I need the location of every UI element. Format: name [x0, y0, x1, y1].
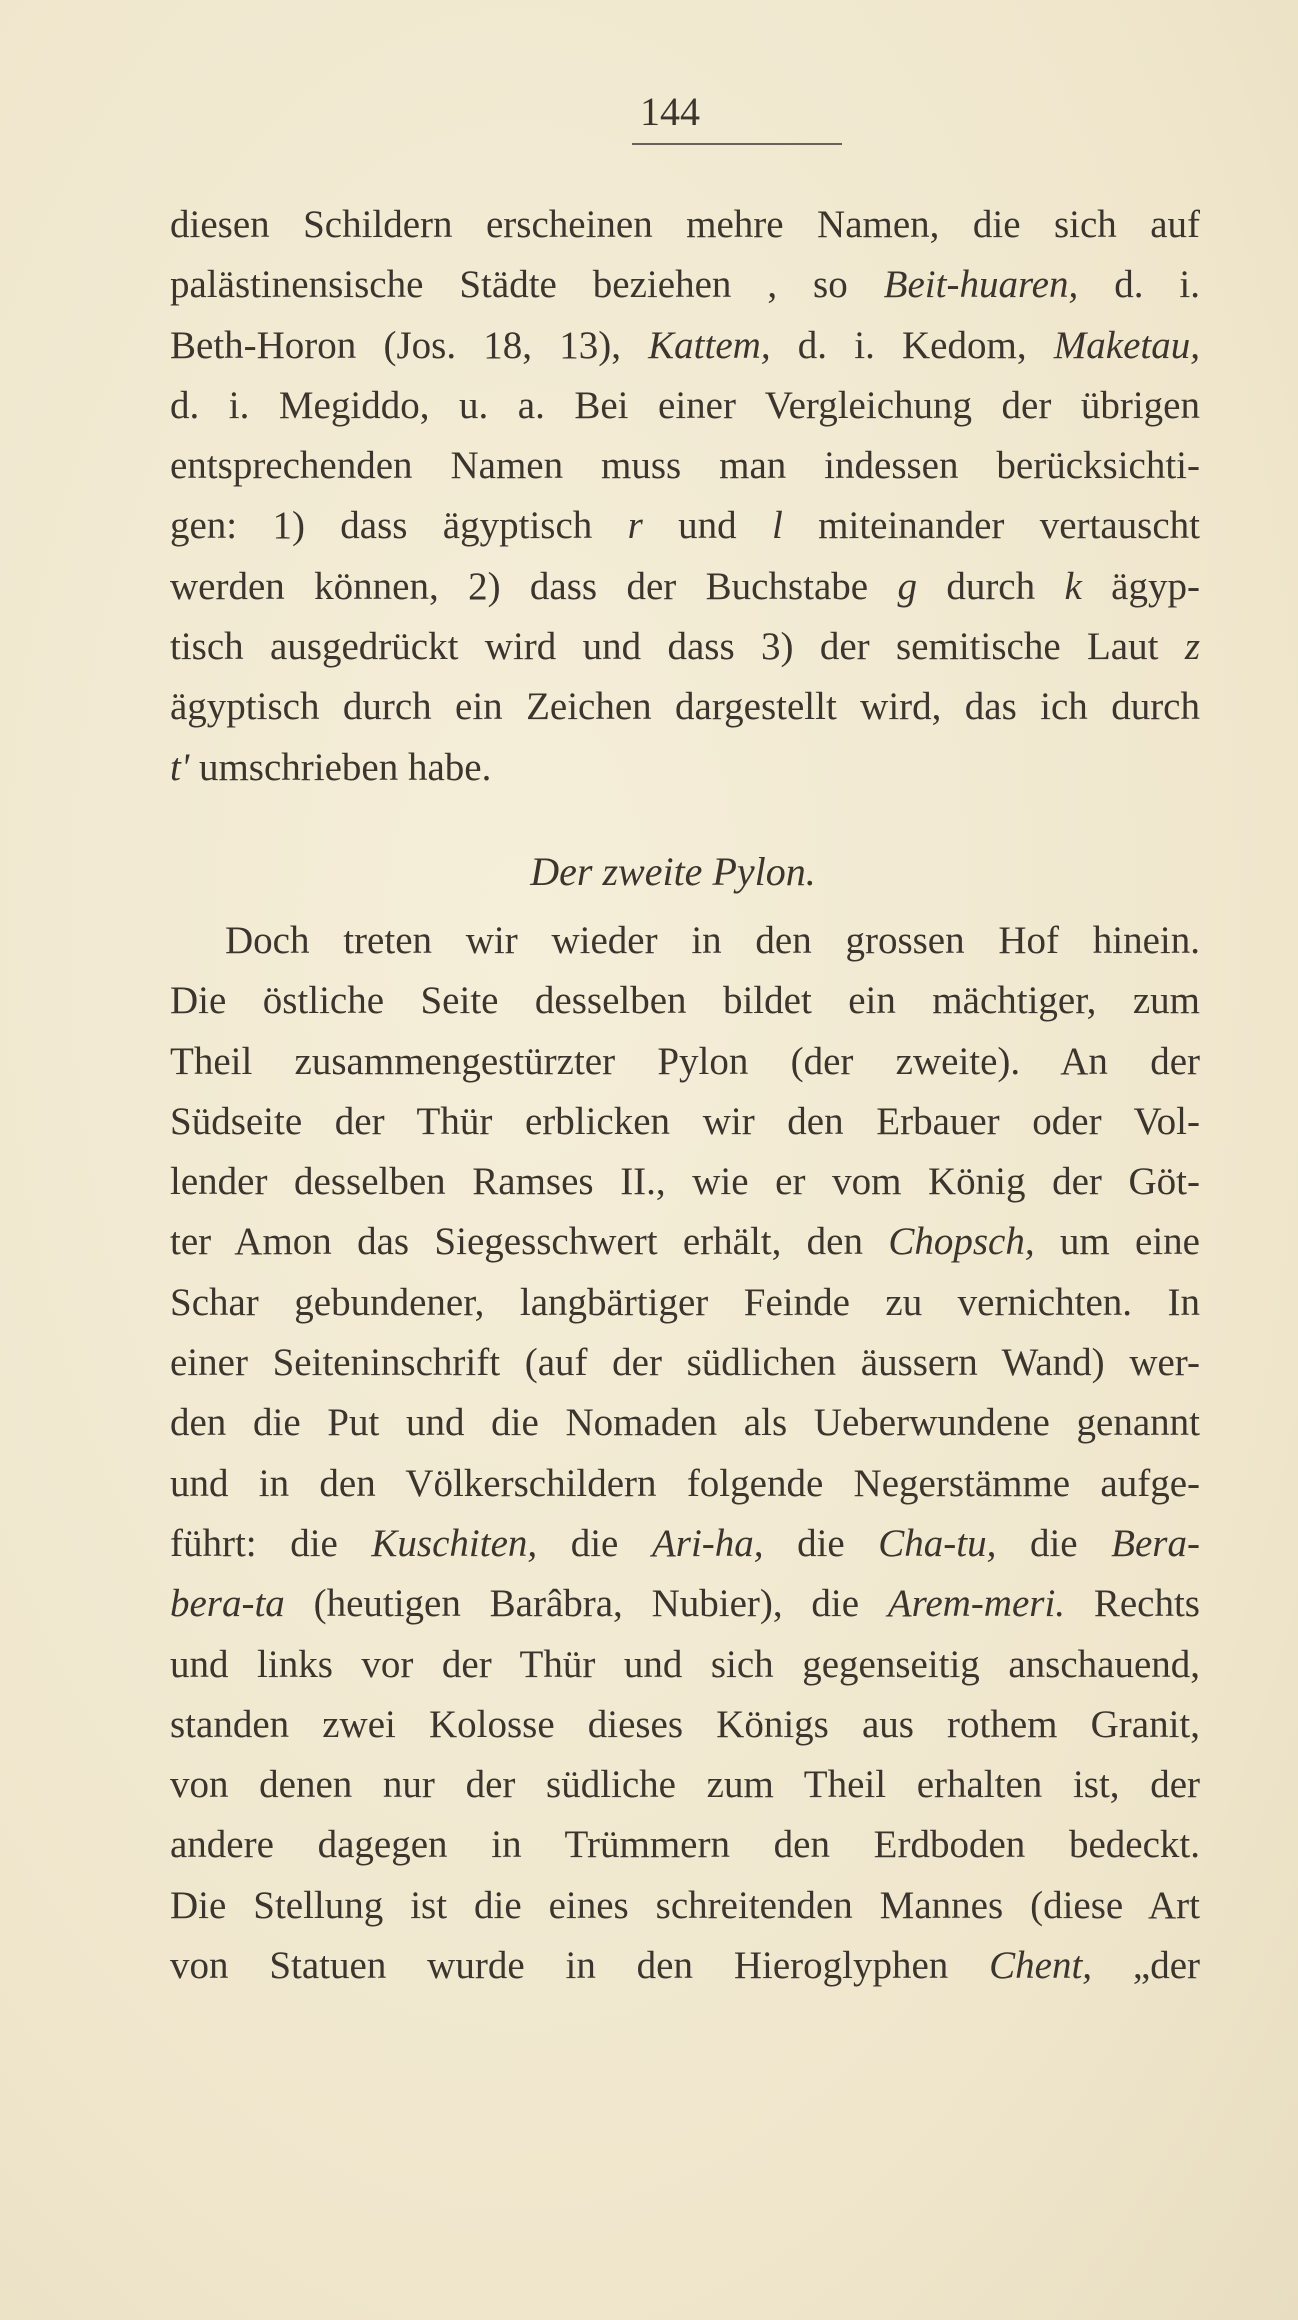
text-segment: andere dagegen in Trümmern den Erdboden bedeckt.: [170, 1823, 1200, 1867]
text-line: [170, 738, 1200, 798]
text-line: [170, 436, 1200, 496]
text-line: [170, 677, 1200, 737]
text-line: [170, 1273, 1200, 1333]
italic-term: Chent,: [989, 1944, 1093, 1988]
text-line: [170, 1333, 1200, 1393]
italic-term: t': [170, 745, 190, 789]
text-segment: miteinander vertauscht: [782, 504, 1201, 548]
text-segment: führt: die: [170, 1521, 372, 1565]
text-segment: ägyptisch durch ein Zeichen dargestellt wird, das ich durch: [170, 685, 1200, 729]
text-line: [170, 1032, 1200, 1092]
text-line: [170, 1212, 1200, 1272]
text-line: [170, 1695, 1200, 1755]
italic-term: Chopsch,: [888, 1220, 1035, 1264]
text-segment: (heutigen Barâbra, Nubier), die: [284, 1582, 888, 1626]
italic-term: Kattem,: [648, 323, 771, 367]
text-segment: die: [763, 1521, 879, 1565]
italic-term: Arem-meri.: [887, 1582, 1066, 1626]
text-segment: von Statuen wurde in den Hieroglyphen: [170, 1944, 990, 1988]
text-line: [170, 1393, 1200, 1453]
text-segment: d. i.: [1078, 263, 1200, 307]
italic-term: Kuschiten,: [371, 1521, 538, 1565]
text-segment: palästinensische Städte beziehen , so: [170, 263, 884, 307]
text-segment: ter Amon das Siegesschwert erhält, den: [170, 1220, 889, 1264]
text-segment: entsprechenden Namen muss man indessen berücksichti-: [170, 444, 1200, 488]
text-segment: tisch ausgedrückt wird und dass 3) der semitische Laut: [170, 625, 1185, 669]
text-segment: Die östliche Seite desselben bildet ein mächtiger, zum: [170, 979, 1200, 1023]
text-segment: umschrieben habe.: [189, 745, 492, 789]
text-line: [170, 255, 1200, 315]
text-line: [170, 496, 1200, 556]
page-number: 144: [640, 89, 700, 134]
text-segment: werden können, 2) dass der Buchstabe: [170, 564, 898, 608]
text-segment: Doch treten wir wieder in den grossen Hof hinein.: [225, 919, 1200, 962]
text-segment: gen: 1) dass ägyptisch: [170, 504, 628, 548]
text-segment: d. i. Megiddo, u. a. Bei einer Vergleichung der übrigen: [170, 383, 1200, 427]
text-line: [170, 971, 1200, 1031]
text-line: [170, 557, 1200, 617]
text-segment: d. i. Kedom,: [770, 323, 1054, 367]
text-line: [170, 1635, 1200, 1695]
text-segment: Beth-Horon (Jos. 18, 13),: [170, 323, 649, 367]
italic-term: Bera-: [1111, 1521, 1200, 1565]
text-segment: die: [996, 1521, 1112, 1565]
italic-term: l: [771, 504, 783, 548]
text-segment: um eine: [1034, 1220, 1200, 1264]
text-line: [170, 911, 1200, 971]
italic-term: z: [1184, 625, 1200, 669]
text-line: [170, 1815, 1200, 1875]
text-line: [170, 1936, 1200, 1996]
text-segment: Theil zusammengestürzter Pylon (der zweite). An der: [170, 1039, 1200, 1083]
text-segment: und links vor der Thür und sich gegenseitig anschauend,: [170, 1642, 1200, 1686]
italic-term: bera-ta: [170, 1582, 285, 1626]
section-heading: Der zweite Pylon.: [530, 849, 816, 894]
italic-term: Ari-ha,: [651, 1521, 764, 1565]
text-line: [170, 1574, 1200, 1634]
text-line: [170, 1152, 1200, 1212]
text-segment: „der: [1092, 1944, 1201, 1988]
text-segment: durch: [916, 564, 1065, 608]
text-segment: standen zwei Kolosse dieses Königs aus rothem Granit,: [170, 1702, 1200, 1746]
italic-term: Maketau,: [1053, 323, 1200, 367]
text-segment: von denen nur der südliche zum Theil erhalten ist, der: [170, 1763, 1200, 1807]
text-line: [170, 195, 1200, 255]
text-segment: Südseite der Thür erblicken wir den Erbauer oder Vol-: [170, 1099, 1200, 1143]
text-line: [170, 316, 1200, 376]
italic-term: g: [897, 564, 917, 608]
italic-term: Cha-tu,: [878, 1521, 997, 1565]
text-segment: und in den Völkerschildern folgende Negerstämme aufge-: [170, 1461, 1200, 1505]
text-line: [170, 1454, 1200, 1514]
text-segment: Die Stellung ist die eines schreitenden Mannes (diese Art: [170, 1883, 1200, 1927]
paragraph-2: [170, 911, 1200, 1996]
text-segment: Rechts: [1065, 1582, 1200, 1626]
header-rule: [632, 143, 842, 145]
text-segment: einer Seiteninschrift (auf der südlichen äussern Wand) wer-: [170, 1341, 1200, 1385]
text-line: [170, 1514, 1200, 1574]
text-line: [170, 1092, 1200, 1152]
text-segment: ägyp-: [1081, 564, 1200, 608]
text-line: [170, 376, 1200, 436]
italic-term: k: [1064, 564, 1082, 608]
text-segment: lender desselben Ramses II., wie er vom König der Göt-: [170, 1160, 1200, 1204]
italic-term: Beit-huaren,: [883, 263, 1079, 307]
text-line: [170, 1755, 1200, 1815]
text-segment: und: [642, 504, 772, 548]
text-line: [170, 617, 1200, 677]
paragraph-1: [170, 195, 1200, 798]
text-line: [170, 1876, 1200, 1936]
italic-term: r: [627, 504, 643, 548]
text-segment: die: [537, 1521, 652, 1565]
text-segment: den die Put und die Nomaden als Ueberwundene genannt: [170, 1401, 1200, 1445]
text-segment: diesen Schildern erscheinen mehre Namen, die sich auf: [170, 203, 1200, 246]
text-segment: Schar gebundener, langbärtiger Feinde zu vernichten. In: [170, 1280, 1200, 1324]
